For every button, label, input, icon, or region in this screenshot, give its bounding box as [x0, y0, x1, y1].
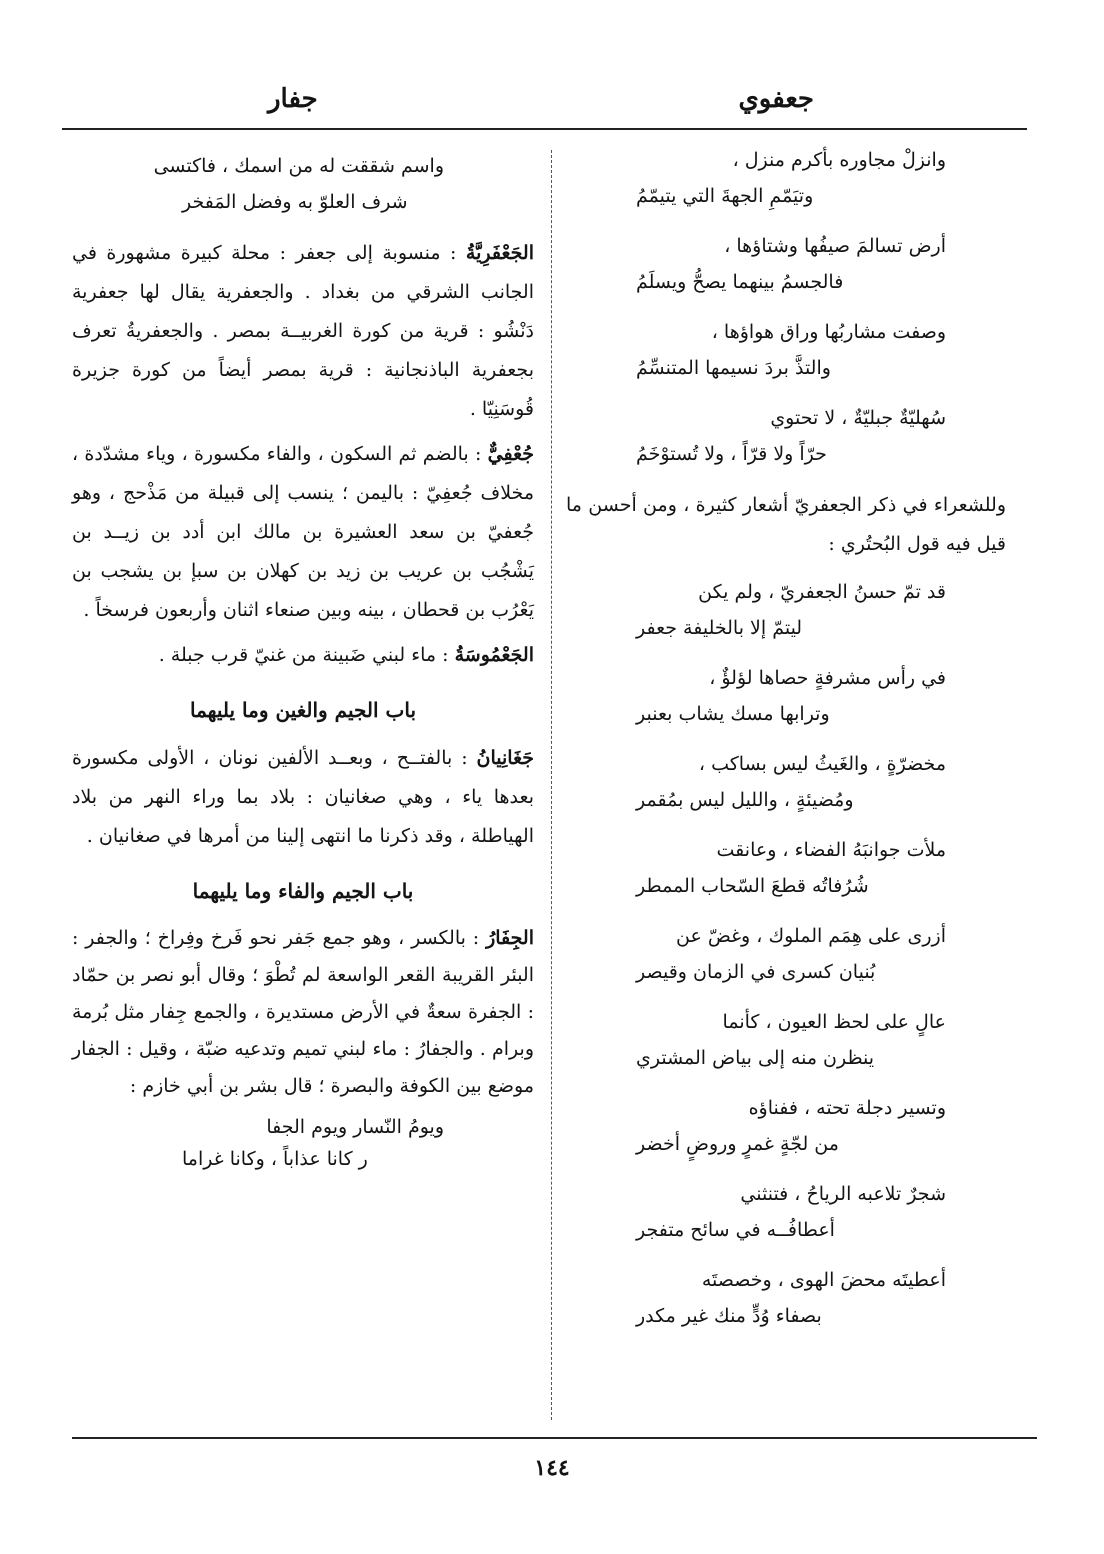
verse	[566, 1262, 1006, 1334]
verse-hemistich-1: مخضرّةٍ ، والغَيثُ ليس بساكب ،	[698, 753, 946, 775]
left-column	[72, 148, 534, 1189]
verse-hemistich-1: قد تمّ حسنُ الجعفريّ ، ولم يكن	[698, 581, 946, 603]
verse-group-b	[566, 574, 1006, 1334]
verse-hemistich-2: ومُضيئةٍ ، والليل ليس بمُقمر	[636, 789, 854, 811]
header-rule	[62, 128, 1027, 130]
verse-hemistich-1: عالٍ على لحظ العيون ، كأنما	[722, 1011, 946, 1033]
verse	[566, 1176, 1006, 1248]
verse	[566, 574, 1006, 646]
verse-hemistich-1: وتسير دجلة تحته ، ففناؤه	[748, 1097, 946, 1119]
verse-hemistich-1: واسم شققت له من اسمك ، فاكتسى	[153, 155, 444, 177]
page-number: ١٤٤	[534, 1455, 570, 1481]
verse-hemistich-2: شرف العلوّ به وفضل المَفخر	[182, 191, 408, 213]
verse-hemistich-2: ينظرن منه إلى بياض المشتري	[636, 1047, 875, 1069]
verse-hemistich-1: في رأس مشرفةٍ حصاها لؤلؤٌ ،	[709, 667, 946, 689]
verse-hemistich-1: وانزلْ مجاوره بأكرم منزل ،	[732, 149, 946, 171]
entry-lemma: الجَعْفَرِيَّةُ	[465, 242, 534, 264]
verse-hemistich-2: من لجّةٍ غمرٍ وروضٍ أخضر	[636, 1133, 839, 1155]
section-heading-jim-ghayn: باب الجيم والغين وما يليهما	[189, 698, 417, 722]
entry-jufi	[72, 435, 534, 630]
verse-hemistich-2: شُرُفاتُه قطعَ السّحاب الممطر	[636, 875, 869, 897]
entry-jifar	[72, 920, 534, 1105]
verse-hemistich-2: والتذَّ بردَ نسيمها المتنسِّمُ	[636, 357, 831, 379]
entry-text: : بالكسر ، وهو جمع جَفر نحو فَرخ وفِراخ ؛ والجفر : البئر القريبة القعر الواسعة لم تُطْوَ ؛ وقال أبو نصر بن حمّاد : الجفرة سعةٌ في الأرض مستديرة ، والجمع جِفار مثل بُرمة وبرام . والجفارُ : ماء لبني تميم وتدعيه ضبّة ، وقيل : الجفار موضع بين الكوفة والبصرة ؛ قال بشر بن أبي خازم :	[72, 927, 534, 1097]
verse	[566, 746, 1006, 818]
entry-jaghaniyan	[72, 739, 534, 856]
verse-hemistich-2: ر كانا عذاباً ، وكانا غراما	[182, 1148, 368, 1170]
intro-paragraph: وللشعراء في ذكر الجعفريّ أشعار كثيرة ، ومن أحسن ما قيل فيه قول البُحتُري :	[566, 494, 1006, 555]
verse	[566, 142, 1006, 214]
entry-text: : ماء لبني ضَبينة من غنيّ قرب جبلة .	[158, 644, 449, 666]
verse-hemistich-1: ملأت جوانبَهُ الفضاء ، وعانقت	[716, 839, 946, 861]
right-column	[566, 142, 1006, 1348]
verse	[566, 400, 1006, 472]
column-divider	[551, 150, 552, 1420]
verse-hemistich-2: وتيَمّمِ الجهةَ التي يتيمّمُ	[636, 185, 814, 207]
verse	[566, 314, 1006, 386]
entry-lemma: الجَعْمُوسَةُ	[454, 644, 534, 666]
verse-hemistich-2: بُنيان كسرى في الزمان وقيصر	[636, 961, 876, 983]
verse-hemistich-1: أرض تسالمَ صيفُها وشتاؤها ،	[724, 235, 946, 257]
verse-hemistich-2: فالجسمُ بينهما يصحُّ ويسلَمُ	[636, 271, 844, 293]
verse	[566, 1004, 1006, 1076]
verse-hemistich-1: سُهليّةٌ جبليّةٌ ، لا تحتوي	[770, 407, 946, 429]
verse	[566, 1090, 1006, 1162]
verse	[566, 660, 1006, 732]
entry-text: : بالفتــح ، وبعــد الألفين نونان ، الأولى مكسورة بعدها ياء ، وهي صغانيان : بلاد بما وراء النهر من بلاد الهياطلة ، وقد ذكرنا ما انتهى إلينا من أمرها في صغانيان .	[72, 747, 534, 847]
verse-group-a	[566, 142, 1006, 472]
entry-lemma: جُعْفِيٌّ	[487, 443, 534, 465]
verse-hemistich-2: حرّاً ولا قرّاً ، ولا تُستوْخَمُ	[636, 443, 827, 465]
entry-jafariyya	[72, 234, 534, 429]
verse-hemistich-1: وصفت مشاربُها وراق هواؤها ،	[711, 321, 946, 343]
verse-hemistich-1: شجرٌ تلاعبه الرياحُ ، فتنثني	[740, 1183, 946, 1205]
running-header-left: جفار	[268, 84, 318, 114]
entry-text: : بالضم ثم السكون ، والفاء مكسورة ، وياء مشدّدة ، مخلاف جُعفِيّ : باليمن ؛ ينسب إلى قبيلة من مَذْحج ، وهو جُعفيّ بن سعد العشيرة بن مالك ابن أدد بن زيــد بن يَشْجُب بن عريب بن زيد بن كهلان بن سبإ بن يشجب بن يَعْرُب بن قحطان ، بينه وبين صنعاء اثنان وأربعون فرسخاً .	[72, 443, 534, 621]
entry-jamusa	[72, 636, 534, 675]
running-header-right: جعفوي	[738, 84, 814, 114]
section-heading-jim-fa: باب الجيم والفاء وما يليهما	[192, 879, 414, 903]
verse	[566, 228, 1006, 300]
entry-lemma: الجِفَارُ	[486, 927, 535, 949]
verse-hemistich-1: ويومُ النّسار ويوم الجفا	[266, 1116, 444, 1138]
verse	[72, 148, 534, 220]
verse-hemistich-1: أزرى على هِمَم الملوك ، وغضّ عن	[676, 925, 946, 947]
footer-rule	[72, 1437, 1037, 1439]
verse-hemistich-2: بصفاء وُدٍّ منك غير مكدر	[636, 1305, 822, 1327]
verse	[72, 1111, 534, 1175]
verse-hemistich-1: أعطيتَه محضَ الهوى ، وخصصتَه	[701, 1269, 946, 1291]
verse-hemistich-2: وترابها مسك يشاب بعنبر	[636, 703, 830, 725]
entry-lemma: جَغَانِيانُ	[476, 747, 535, 769]
verse	[566, 918, 1006, 990]
entry-text: : منسوبة إلى جعفر : محلة كبيرة مشهورة في الجانب الشرقي من بغداد . والجعفرية يقال لها جعفرية دَنْشُو : قرية من كورة الغربيــة بمصر . والجعفريةُ تعرف بجعفرية الباذنجانية : قرية بمصر أيضاً من كورة جزيرة قُوسَنِيّا .	[72, 242, 534, 420]
verse-hemistich-2: ليتمّ إلا بالخليفة جعفر	[636, 617, 803, 639]
verse-hemistich-2: أعطافُــه في سائح متفجر	[636, 1219, 835, 1241]
verse	[566, 832, 1006, 904]
